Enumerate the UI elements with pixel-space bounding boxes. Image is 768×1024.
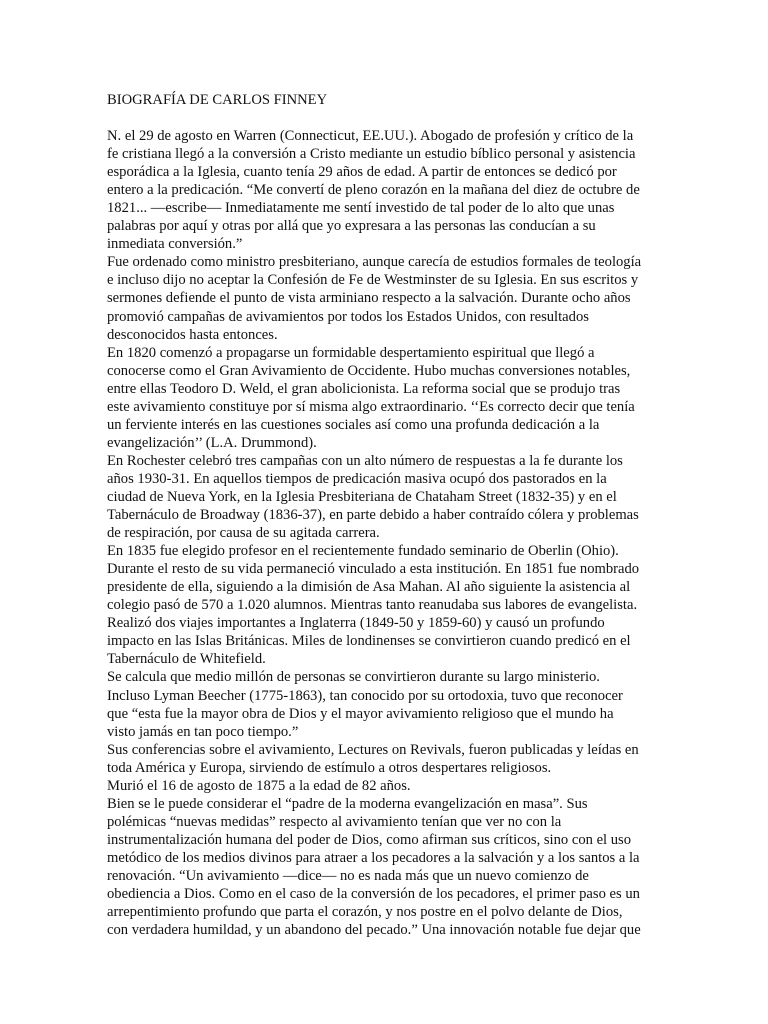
text-line: un ferviente interés en las cuestiones sociales así como una profunda dedicación a la — [107, 416, 600, 433]
text-line: 1821... —escribe— Inmediatamente me sentí investido de tal poder de lo alto que unas — [107, 200, 615, 217]
text-line: Durante el resto de su vida permaneció vinculado a esta institución. En 1851 fue nombrado — [107, 561, 640, 578]
text-line: Se calcula que medio millón de personas se convirtieron durante su largo ministerio. — [107, 669, 600, 686]
document-page — [107, 91, 662, 939]
text-line: obediencia a Dios. Como en el caso de la conversión de los pecadores, el primer paso es un — [107, 886, 640, 903]
text-line: metódico de los medios divinos para atraer a los pecadores a la salvación y a los santos a la — [107, 849, 640, 866]
text-line: e incluso dijo no aceptar la Confesión de Fe de Westminster de su Iglesia. En sus escritos y — [107, 272, 639, 289]
text-line: presidente de ella, siguiendo a la dimisión de Asa Mahan. Al año siguiente la asistencia al — [107, 579, 631, 596]
text-line: Sus conferencias sobre el avivamiento, Lectures on Revivals, fueron publicadas y leídas en — [107, 741, 639, 758]
text-line: años 1930-31. En aquellos tiempos de predicación masiva ocupó dos pastorados en la — [107, 470, 607, 487]
text-line: toda América y Europa, sirviendo de estímulo a otros despertares religiosos. — [107, 759, 552, 776]
text-line: Bien se le puede considerar el “padre de la moderna evangelización en masa”. Sus — [107, 795, 588, 812]
text-line: entero a la predicación. “Me convertí de pleno corazón en la mañana del diez de octubre de — [107, 182, 640, 199]
text-line: Realizó dos viajes importantes a Inglaterra (1849-50 y 1859-60) y causó un profundo — [107, 615, 605, 632]
text-line: con verdadera humildad, y un abandono del pecado.” Una innovación notable fue dejar que — [107, 922, 641, 939]
text-line: que “esta fue la mayor obra de Dios y el mayor avivamiento religioso que el mundo ha — [107, 705, 614, 722]
text-line: entre ellas Teodoro D. Weld, el gran abolicionista. La reforma social que se produjo tras — [107, 380, 621, 397]
text-line: En 1835 fue elegido profesor en el recientemente fundado seminario de Oberlin (Ohio). — [107, 543, 619, 560]
text-line: evangelización’’ (L.A. Drummond). — [107, 434, 317, 451]
text-line: arrepentimiento profundo que parta el corazón, y nos postre en el polvo delante de Dios, — [107, 904, 623, 921]
text-line: Tabernáculo de Broadway (1836-37), en parte debido a haber contraído cólera y problemas — [107, 507, 639, 524]
text-line: N. el 29 de agosto en Warren (Connecticut, EE.UU.). Abogado de profesión y crítico de la — [107, 128, 634, 145]
text-line: fe cristiana llegó a la conversión a Cristo mediante un estudio bíblico personal y asistencia — [107, 146, 636, 163]
text-line: esporádica a la Iglesia, cuanto tenía 29 años de edad. A partir de entonces se dedicó por — [107, 164, 617, 181]
document-title: BIOGRAFÍA DE CARLOS FINNEY — [107, 92, 328, 108]
text-line: colegio pasó de 570 a 1.020 alumnos. Mientras tanto reanudaba sus labores de evangelista. — [107, 597, 638, 614]
text-line: este avivamiento constituye por sí misma algo extraordinario. ‘‘Es correcto decir que tenía — [107, 398, 635, 415]
text-line: polémicas “nuevas medidas” respecto al avivamiento tenían que ver no con la — [107, 813, 562, 830]
text-line: Incluso Lyman Beecher (1775-1863), tan conocido por su ortodoxia, tuvo que reconocer — [107, 687, 623, 704]
document-body — [107, 127, 662, 939]
text-line: Tabernáculo de Whitefield. — [107, 651, 266, 668]
text-line: visto jamás en tan poco tiempo.” — [107, 723, 299, 740]
text-line: sermones defiende el punto de vista arminiano respecto a la salvación. Durante ocho años — [107, 290, 631, 307]
text-line: promovió campañas de avivamientos por todos los Estados Unidos, con resultados — [107, 308, 589, 325]
text-line: ciudad de Nueva York, en la Iglesia Presbiteriana de Chataham Street (1832-35) y en el — [107, 488, 617, 505]
text-line: palabras por aquí y otras por allá que yo expresara a las personas las conducían a su — [107, 218, 596, 235]
text-line: En Rochester celebró tres campañas con un alto número de respuestas a la fe durante los — [107, 452, 623, 469]
text-line: Fue ordenado como ministro presbiteriano, aunque carecía de estudios formales de teología — [107, 254, 642, 271]
text-line: En 1820 comenzó a propagarse un formidable despertamiento espiritual que llegó a — [107, 344, 595, 361]
text-line: desconocidos hasta entonces. — [107, 326, 278, 343]
text-line: conocerse como el Gran Avivamiento de Occidente. Hubo muchas conversiones notables, — [107, 362, 631, 379]
text-line: impacto en las Islas Británicas. Miles de londinenses se convirtieron cuando predicó en el — [107, 633, 631, 650]
text-line: renovación. “Un avivamiento —dice— no es nada más que un nuevo comienzo de — [107, 867, 589, 884]
text-line: Murió el 16 de agosto de 1875 a la edad de 82 años. — [107, 777, 411, 794]
text-line: de respiración, por causa de su agitada carrera. — [107, 525, 380, 542]
text-line: inmediata conversión.” — [107, 236, 243, 253]
text-line: instrumentalización humana del poder de Dios, como afirman sus críticos, sino con el uso — [107, 831, 632, 848]
